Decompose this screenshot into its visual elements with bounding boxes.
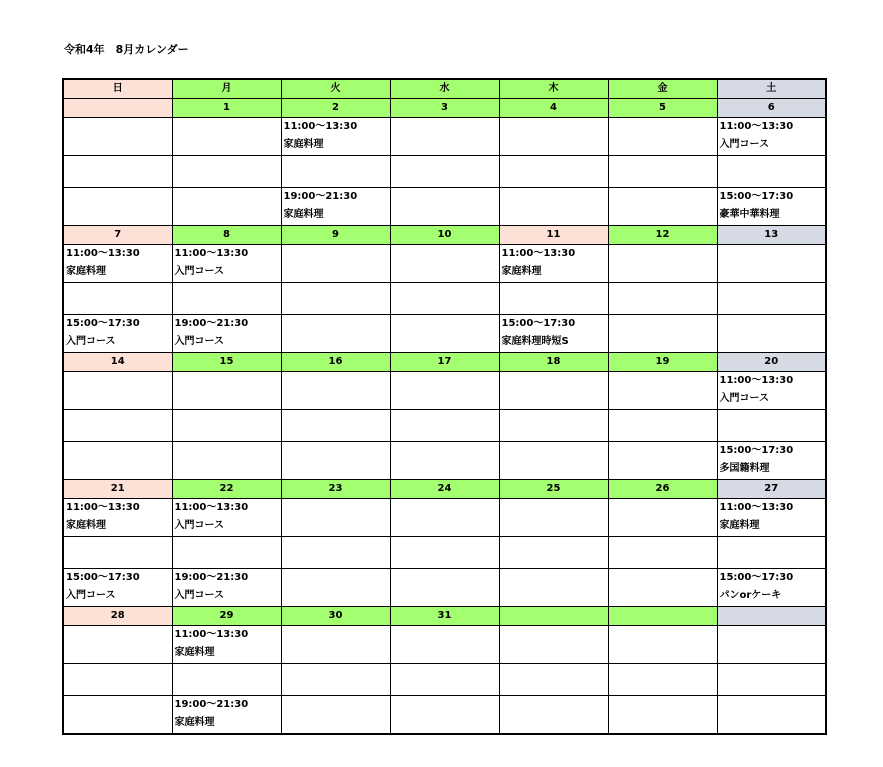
class-time: 11:00～13:30	[501, 248, 576, 259]
date-cell: 4	[499, 99, 608, 118]
time-slot-row	[63, 537, 826, 569]
date-cell: 13	[717, 226, 826, 245]
date-cell: 6	[717, 99, 826, 118]
date-cell: 24	[390, 480, 499, 499]
class-slot-cell	[499, 664, 608, 696]
class-slot-cell	[63, 696, 172, 735]
class-slot-cell	[390, 410, 499, 442]
class-slot-cell	[63, 372, 172, 410]
weekday-header-tue: 火	[281, 79, 390, 99]
date-cell	[63, 99, 172, 118]
class-time: 11:00～13:30	[283, 121, 358, 132]
class-slot-cell	[499, 696, 608, 735]
date-cell: 8	[172, 226, 281, 245]
date-cell: 22	[172, 480, 281, 499]
date-cell: 10	[390, 226, 499, 245]
class-slot-cell	[63, 626, 172, 664]
class-slot-cell	[608, 188, 717, 226]
class-time: 19:00～21:30	[174, 699, 249, 710]
date-cell: 19	[608, 353, 717, 372]
class-name: パンorケーキ	[719, 590, 782, 601]
class-time: 11:00～13:30	[66, 248, 140, 259]
class-slot-cell	[63, 537, 172, 569]
time-slot-row	[63, 372, 826, 410]
time-slot-row	[63, 188, 826, 226]
class-slot-cell	[390, 188, 499, 226]
time-slot-row	[63, 569, 826, 607]
class-slot-cell	[390, 156, 499, 188]
class-name: 入門コース	[66, 590, 116, 601]
date-row	[63, 607, 826, 626]
weekday-header-mon: 月	[172, 79, 281, 99]
weekday-header-fri: 金	[608, 79, 717, 99]
class-name: 家庭料理	[174, 647, 215, 658]
class-slot-cell	[281, 118, 390, 156]
class-name: 入門コース	[174, 266, 224, 277]
date-row	[63, 226, 826, 245]
class-slot-cell	[608, 372, 717, 410]
class-slot-cell	[390, 372, 499, 410]
date-cell: 25	[499, 480, 608, 499]
class-slot-cell	[717, 372, 826, 410]
class-slot-cell	[499, 626, 608, 664]
class-name: 家庭料理	[283, 209, 324, 220]
class-time: 15:00～17:30	[719, 572, 794, 583]
class-slot-cell	[172, 245, 281, 283]
class-name: 家庭料理	[174, 717, 215, 728]
class-slot-cell	[717, 626, 826, 664]
weekday-header-sun: 日	[63, 79, 172, 99]
class-time: 11:00～13:30	[719, 502, 794, 513]
class-time: 15:00～17:30	[66, 318, 140, 329]
time-slot-row	[63, 156, 826, 188]
date-cell: 27	[717, 480, 826, 499]
class-slot-cell	[499, 499, 608, 537]
class-slot-cell	[63, 245, 172, 283]
class-slot-cell	[499, 245, 608, 283]
class-time: 15:00～17:30	[66, 572, 140, 583]
date-cell: 15	[172, 353, 281, 372]
class-name: 入門コース	[719, 139, 769, 150]
class-slot-cell	[281, 442, 390, 480]
class-slot-cell	[499, 537, 608, 569]
class-slot-cell	[172, 442, 281, 480]
date-row	[63, 353, 826, 372]
class-time: 11:00～13:30	[66, 502, 140, 513]
date-cell: 29	[172, 607, 281, 626]
class-time: 15:00～17:30	[719, 445, 794, 456]
class-slot-cell	[390, 569, 499, 607]
class-slot-cell	[390, 245, 499, 283]
class-slot-cell	[717, 118, 826, 156]
class-slot-cell	[717, 499, 826, 537]
class-slot-cell	[608, 664, 717, 696]
date-cell: 3	[390, 99, 499, 118]
class-slot-cell	[390, 696, 499, 735]
class-slot-cell	[499, 156, 608, 188]
class-slot-cell	[499, 442, 608, 480]
class-slot-cell	[63, 156, 172, 188]
weekday-header-row	[63, 79, 826, 99]
date-cell: 5	[608, 99, 717, 118]
class-slot-cell	[390, 315, 499, 353]
class-slot-cell	[390, 499, 499, 537]
class-name: 豪華中華料理	[719, 209, 780, 220]
class-name: 入門コース	[66, 336, 116, 347]
class-slot-cell	[172, 626, 281, 664]
class-slot-cell	[390, 118, 499, 156]
date-row	[63, 480, 826, 499]
time-slot-row	[63, 626, 826, 664]
class-slot-cell	[608, 410, 717, 442]
time-slot-row	[63, 315, 826, 353]
class-name: 入門コース	[174, 336, 224, 347]
class-slot-cell	[717, 569, 826, 607]
date-cell: 11	[499, 226, 608, 245]
class-time: 11:00～13:30	[719, 121, 794, 132]
time-slot-row	[63, 442, 826, 480]
class-slot-cell	[172, 664, 281, 696]
class-slot-cell	[172, 372, 281, 410]
class-slot-cell	[281, 499, 390, 537]
class-slot-cell	[608, 442, 717, 480]
calendar-table	[62, 78, 827, 735]
class-name: 家庭料理	[66, 266, 106, 277]
class-slot-cell	[608, 283, 717, 315]
class-slot-cell	[172, 696, 281, 735]
class-slot-cell	[172, 537, 281, 569]
class-time: 11:00～13:30	[174, 502, 249, 513]
class-slot-cell	[63, 499, 172, 537]
class-slot-cell	[499, 410, 608, 442]
calendar-body	[63, 79, 826, 734]
class-slot-cell	[717, 442, 826, 480]
class-time: 15:00～17:30	[719, 191, 794, 202]
date-cell: 9	[281, 226, 390, 245]
class-slot-cell	[608, 118, 717, 156]
class-slot-cell	[499, 188, 608, 226]
class-name: 多国籍料理	[719, 463, 770, 474]
date-cell	[717, 607, 826, 626]
class-slot-cell	[172, 118, 281, 156]
date-cell	[608, 607, 717, 626]
class-time: 19:00～21:30	[174, 572, 249, 583]
class-slot-cell	[63, 118, 172, 156]
class-slot-cell	[608, 315, 717, 353]
weekday-header-sat: 土	[717, 79, 826, 99]
weekday-header-wed: 水	[390, 79, 499, 99]
time-slot-row	[63, 664, 826, 696]
class-slot-cell	[281, 537, 390, 569]
class-slot-cell	[281, 188, 390, 226]
date-cell: 14	[63, 353, 172, 372]
class-slot-cell	[281, 156, 390, 188]
class-slot-cell	[717, 245, 826, 283]
class-slot-cell	[717, 410, 826, 442]
class-slot-cell	[281, 245, 390, 283]
class-slot-cell	[281, 626, 390, 664]
class-slot-cell	[499, 283, 608, 315]
date-cell: 21	[63, 480, 172, 499]
time-slot-row	[63, 499, 826, 537]
class-name: 家庭料理	[719, 520, 760, 531]
class-name: 家庭料理	[66, 520, 106, 531]
class-slot-cell	[717, 283, 826, 315]
class-slot-cell	[172, 569, 281, 607]
class-name: 入門コース	[174, 590, 224, 601]
class-slot-cell	[717, 315, 826, 353]
date-cell: 28	[63, 607, 172, 626]
class-time: 19:00～21:30	[174, 318, 249, 329]
class-name: 入門コース	[719, 393, 769, 404]
class-slot-cell	[172, 188, 281, 226]
class-name: 入門コース	[174, 520, 224, 531]
class-name: 家庭料理時短S	[501, 336, 569, 347]
class-slot-cell	[63, 442, 172, 480]
class-slot-cell	[608, 156, 717, 188]
date-row	[63, 99, 826, 118]
class-slot-cell	[63, 188, 172, 226]
class-slot-cell	[63, 569, 172, 607]
date-cell	[499, 607, 608, 626]
class-slot-cell	[390, 283, 499, 315]
class-slot-cell	[499, 569, 608, 607]
time-slot-row	[63, 410, 826, 442]
date-cell: 26	[608, 480, 717, 499]
class-time: 11:00～13:30	[719, 375, 794, 386]
class-slot-cell	[499, 315, 608, 353]
class-slot-cell	[717, 188, 826, 226]
class-slot-cell	[499, 372, 608, 410]
class-name: 家庭料理	[501, 266, 542, 277]
date-cell: 31	[390, 607, 499, 626]
class-time: 15:00～17:30	[501, 318, 576, 329]
class-slot-cell	[390, 626, 499, 664]
class-slot-cell	[63, 664, 172, 696]
class-slot-cell	[281, 569, 390, 607]
class-slot-cell	[390, 664, 499, 696]
class-slot-cell	[608, 499, 717, 537]
date-cell: 23	[281, 480, 390, 499]
class-slot-cell	[281, 315, 390, 353]
class-slot-cell	[717, 537, 826, 569]
class-name: 家庭料理	[283, 139, 324, 150]
class-slot-cell	[63, 315, 172, 353]
time-slot-row	[63, 245, 826, 283]
time-slot-row	[63, 118, 826, 156]
class-slot-cell	[608, 537, 717, 569]
class-slot-cell	[608, 696, 717, 735]
date-cell: 18	[499, 353, 608, 372]
time-slot-row	[63, 283, 826, 315]
class-slot-cell	[717, 156, 826, 188]
class-slot-cell	[281, 372, 390, 410]
time-slot-row	[63, 696, 826, 735]
class-slot-cell	[608, 569, 717, 607]
class-slot-cell	[281, 410, 390, 442]
class-slot-cell	[281, 664, 390, 696]
date-cell: 1	[172, 99, 281, 118]
date-cell: 17	[390, 353, 499, 372]
class-slot-cell	[608, 245, 717, 283]
weekday-header-thu: 木	[499, 79, 608, 99]
date-cell: 12	[608, 226, 717, 245]
class-slot-cell	[390, 442, 499, 480]
class-slot-cell	[281, 283, 390, 315]
class-slot-cell	[172, 410, 281, 442]
page-title: 令和4年 8月カレンダー	[64, 43, 189, 56]
class-time: 11:00～13:30	[174, 629, 249, 640]
class-slot-cell	[281, 696, 390, 735]
class-slot-cell	[172, 156, 281, 188]
date-cell: 20	[717, 353, 826, 372]
class-slot-cell	[499, 118, 608, 156]
date-cell: 16	[281, 353, 390, 372]
date-cell: 30	[281, 607, 390, 626]
class-slot-cell	[63, 283, 172, 315]
class-slot-cell	[63, 410, 172, 442]
class-slot-cell	[390, 537, 499, 569]
class-slot-cell	[608, 626, 717, 664]
class-slot-cell	[717, 696, 826, 735]
class-slot-cell	[717, 664, 826, 696]
class-slot-cell	[172, 315, 281, 353]
class-slot-cell	[172, 499, 281, 537]
date-cell: 2	[281, 99, 390, 118]
class-slot-cell	[172, 283, 281, 315]
class-time: 11:00～13:30	[174, 248, 249, 259]
class-time: 19:00～21:30	[283, 191, 358, 202]
date-cell: 7	[63, 226, 172, 245]
